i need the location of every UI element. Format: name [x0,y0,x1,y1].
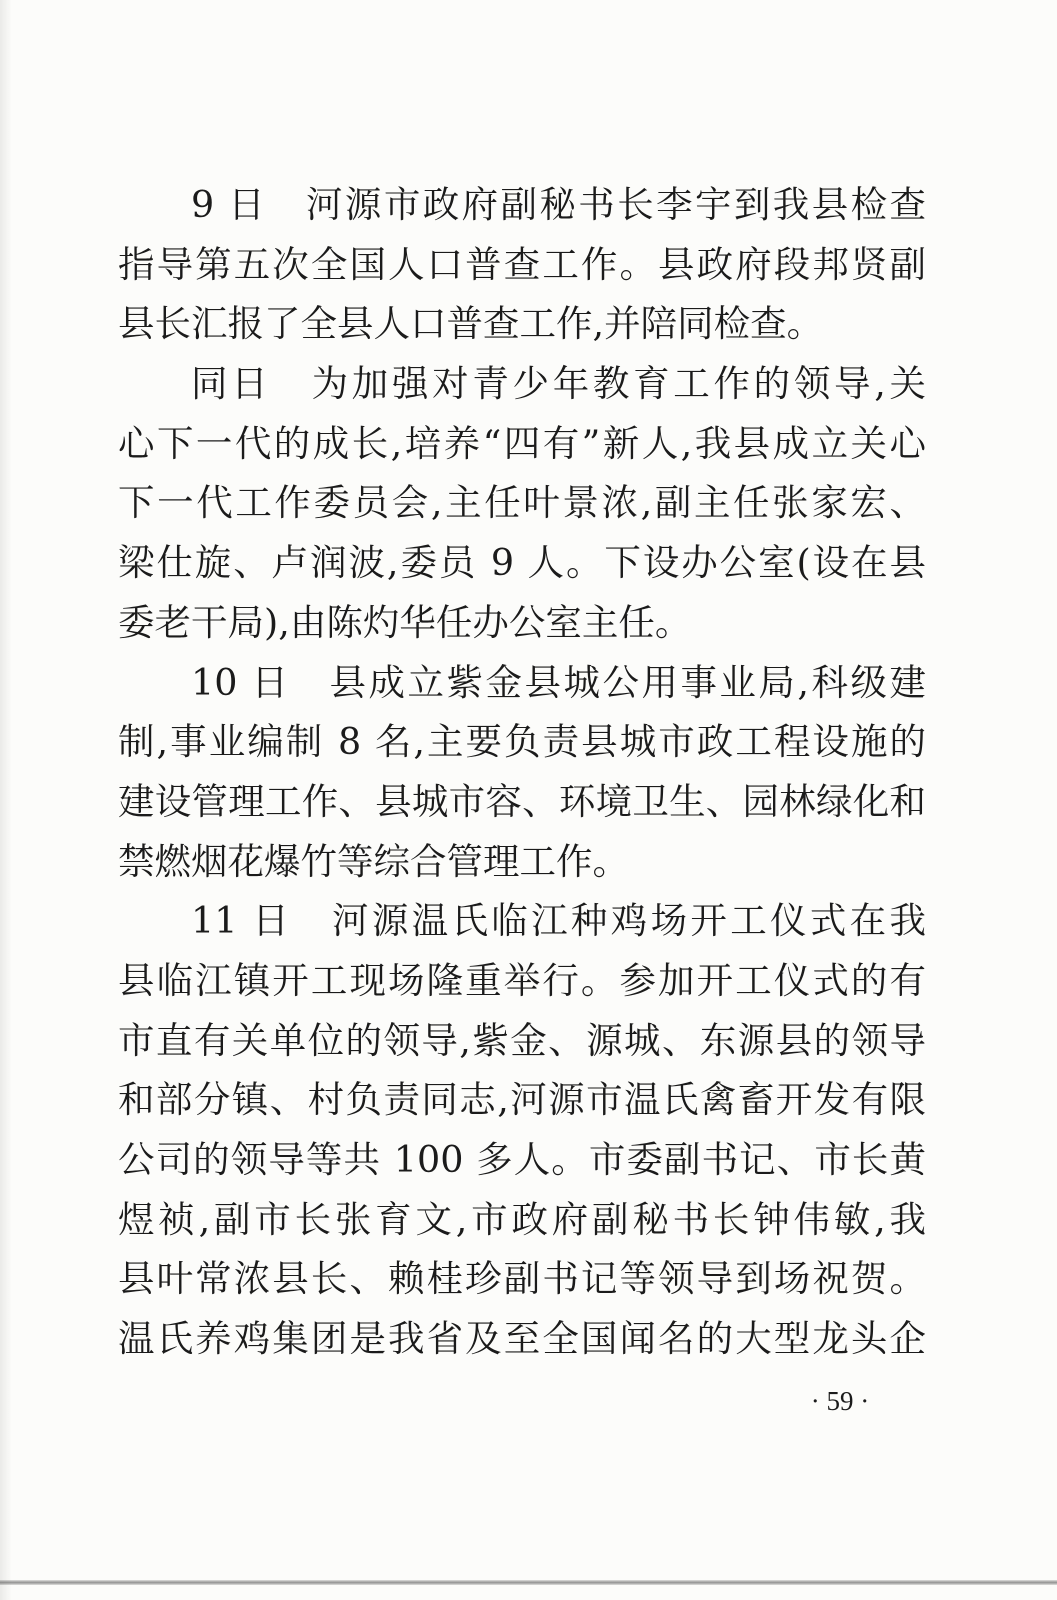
text-line: 公司的领导等共 100 多人。市委副书记、市长黄 [118,1138,926,1181]
paragraph [118,175,926,354]
text-line: 10 日 县成立紫金县城公用事业局,科级建 [191,660,926,704]
text-line: 禁燃烟花爆竹等综合管理工作。 [118,839,629,883]
text-line: 委老干局),由陈灼华任办公室主任。 [118,600,692,644]
text-line: 县长汇报了全县人口普查工作,并陪同检查。 [118,302,824,346]
text-line: 指导第五次全国人口普查工作。县政府段邦贤副 [118,242,926,286]
scan-left-edge-shadow [0,0,12,1600]
text-line: 9 日 河源市政府副秘书长李宇到我县检查 [191,183,926,226]
text-line: 制,事业编制 8 名,主要负责县城市政工程设施的 [118,720,926,764]
text-line: 建设管理工作、县城市容、环境卫生、园林绿化和 [118,779,926,823]
text-line: 11 日 河源温氏临江种鸡场开工仪式在我 [191,899,926,943]
text-line: 同日 为加强对青少年教育工作的领导,关 [191,362,926,406]
scan-bottom-edge-line [0,1580,1057,1585]
text-line: 市直有关单位的领导,紫金、源城、东源县的领导 [118,1018,926,1062]
paragraph [118,891,926,1369]
page-number: · 59 · [810,1386,870,1416]
body-text [118,175,926,1369]
text-line: 煜祯,副市长张育文,市政府副秘书长钟伟敏,我 [118,1197,926,1241]
paragraph [118,653,926,892]
text-line: 县临江镇开工现场隆重举行。参加开工仪式的有 [118,958,926,1002]
text-line: 心下一代的成长,培养“四有”新人,我县成立关心 [118,421,926,465]
text-line: 和部分镇、村负责同志,河源市温氏禽畜开发有限 [118,1078,926,1122]
text-line: 县叶常浓县长、赖桂珍副书记等领导到场祝贺。 [118,1257,926,1301]
text-line: 下一代工作委员会,主任叶景浓,副主任张家宏、 [118,481,926,525]
text-line: 温氏养鸡集团是我省及至全国闻名的大型龙头企 [118,1317,926,1361]
paragraph [118,354,926,652]
text-line: 梁仕旋、卢润波,委员 9 人。下设办公室(设在县 [118,541,926,585]
